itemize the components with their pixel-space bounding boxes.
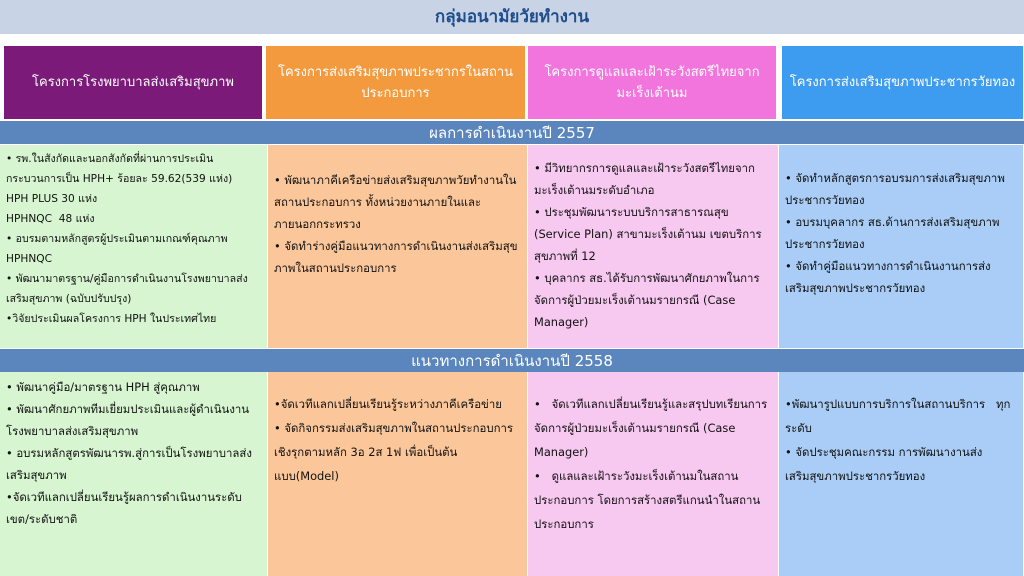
plan-menopause-cell <box>779 372 1024 576</box>
plan-workplace-cell <box>268 372 528 576</box>
project-header-row <box>0 45 1024 120</box>
plan-menopause-line: •พัฒนารูปแบบการบริการในสถานบริการ ทุกระดับ <box>785 397 1011 435</box>
results-hph-line: • รพ.ในสังกัดและนอกสังกัดที่ผ่านการประเมินกระบวนการเป็น HPH+ ร้อยละ 59.62(539 แห่ง) <box>6 153 233 185</box>
results-hph-line: HPH PLUS 30 แห่ง <box>6 193 98 205</box>
results-hph-line: •วิจัยประเมินผลโครงการ HPH ในประเทศไทย <box>6 313 217 325</box>
results-menopause-cell <box>779 145 1024 348</box>
results-hph-line: • พัฒนามาตรฐาน/คู่มือการดำเนินงานโรงพยาบาลส่งเสริมสุขภาพ (ฉบับปรับปรุง) <box>6 273 248 305</box>
project-header-hph: โครงการโรงพยาบาลส่งเสริมสุขภาพ <box>3 45 263 120</box>
plan-2558-band: แนวทางการดำเนินงานปี 2558 <box>0 348 1024 372</box>
plan-hph-line: • พัฒนาศักยภาพทีมเยี่ยมประเมินและผู้ดำเนินงานโรงพยาบาลส่งเสริมสุขภาพ <box>6 402 250 438</box>
results-workplace-cell <box>268 145 528 348</box>
results-hph-cell <box>0 145 268 348</box>
project-header-menopause: โครงการส่งเสริมสุขภาพประชากรวัยทอง <box>781 45 1024 120</box>
plan-hph-line: •จัดเวทีแลกเปลี่ยนเรียนรู้ผลการดำเนินงานระดับเขต/ระดับชาติ <box>6 490 242 526</box>
results-workplace-line: • จัดทำร่างคู่มือแนวทางการดำเนินงานส่งเสริมสุขภาพในสถานประกอบการ <box>274 239 518 275</box>
results-menopause-line: • อบรมบุคลากร สธ.ด้านการส่งเสริมสุขภาพประชากรวัยทอง <box>785 215 1000 251</box>
plan-breast-cancer-line: • จัดเวทีแลกเปลี่ยนเรียนรู้และสรุปบทเรียนการจัดการผู้ป่วยมะเร็งเต้านมรายกรณี (Case Manager) <box>534 397 768 459</box>
plan-menopause-line: • จัดประชุมคณะกรรม การพัฒนางานส่งเสริมสุขภาพประชากรวัยทอง <box>785 445 983 483</box>
results-breast-cancer-cell <box>528 145 779 348</box>
plan-hph-cell <box>0 372 268 576</box>
plan-breast-cancer-cell <box>528 372 779 576</box>
results-hph-line: HPHNQC 48 แห่ง <box>6 213 95 225</box>
results-hph-line: • อบรมตามหลักสูตรผู้ประเมินตามเกณฑ์คุณภาพ HPHNQC <box>6 233 231 265</box>
results-breast-cancer-line: • ประชุมพัฒนาระบบบริการสาธารณสุข (Service Plan) สาขามะเร็งเต้านม เขตบริการสุขภาพที่ 12 <box>534 205 762 263</box>
page-title: กลุ่มอนามัยวัยทำงาน <box>0 0 1024 34</box>
project-header-breast-cancer: โครงการดูแลและเฝ้าระวังสตรีไทยจากมะเร็งเต้านม <box>527 45 777 120</box>
plan-hph-line: • อบรมหลักสูตรพัฒนารพ.สู่การเป็นโรงพยาบาลส่งเสริมสุขภาพ <box>6 446 252 482</box>
project-header-workplace: โครงการส่งเสริมสุขภาพประชากรในสถานประกอบการ <box>265 45 526 120</box>
results-menopause-line: • จัดทำหลักสูตรการอบรมการส่งเสริมสุขภาพประชากรวัยทอง <box>785 171 1005 207</box>
results-menopause-line: • จัดทำคู่มือแนวทางการดำเนินงานการส่งเสริมสุขภาพประชากรวัยทอง <box>785 259 991 295</box>
plan-breast-cancer-line: • ดูแลและเฝ้าระวังมะเร็งเต้านมในสถานประกอบการ โดยการสร้างสตรีแกนนำในสถานประกอบการ <box>534 469 761 531</box>
results-2557-band: ผลการดำเนินงานปี 2557 <box>0 120 1024 144</box>
plan-workplace-line: • จัดกิจกรรมส่งเสริมสุขภาพในสถานประกอบการเชิงรุกตามหลัก 3อ 2ส 1ฟ เพื่อเป็นต้นแบบ(Model) <box>274 421 513 483</box>
plan-hph-line: • พัฒนาคู่มือ/มาตรฐาน HPH สู่คุณภาพ <box>6 380 200 394</box>
results-breast-cancer-line: • มีวิทยากรการดูแลและเฝ้าระวังสตรีไทยจากมะเร็งเต้านมระดับอำเภอ <box>534 161 755 197</box>
plan-workplace-line: •จัดเวทีแลกเปลี่ยนเรียนรู้ระหว่างภาคีเครือข่าย <box>274 397 502 411</box>
results-breast-cancer-line: • บุคลากร สธ.ได้รับการพัฒนาศักยภาพในการจัดการผู้ป่วยมะเร็งเต้านมรายกรณี (Case Manager) <box>534 271 760 329</box>
results-workplace-line: • พัฒนาภาคีเครือข่ายส่งเสริมสุขภาพวัยทำงานในสถานประกอบการ ทั้งหน่วยงานภายในและภายนอกกระทรวง <box>274 173 517 231</box>
